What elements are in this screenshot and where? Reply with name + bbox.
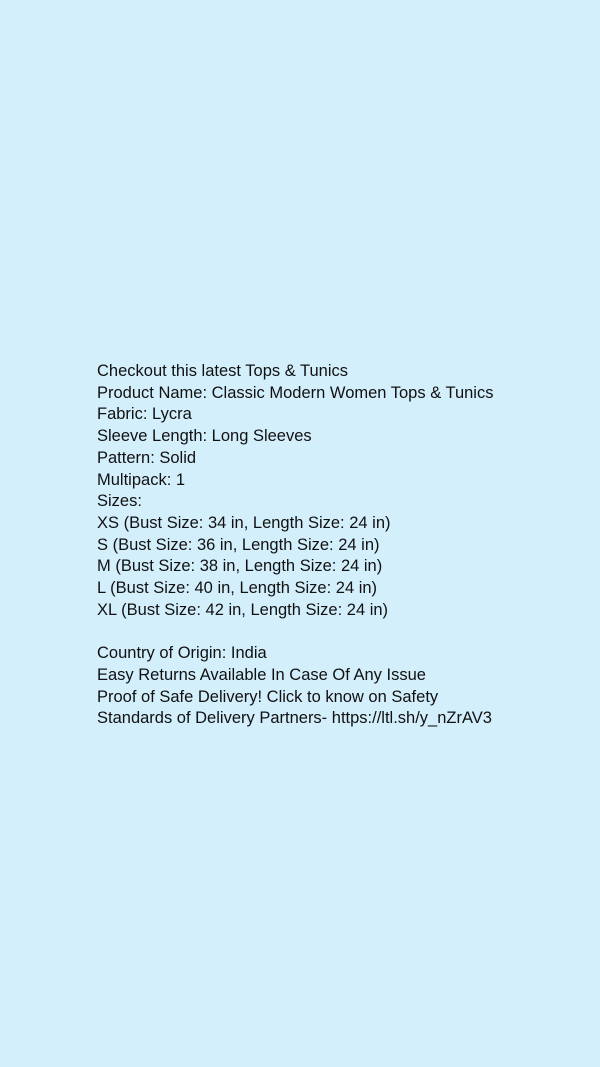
size-l-text: L (Bust Size: 40 in, Length Size: 24 in) bbox=[97, 579, 378, 598]
easy-returns-text: Easy Returns Available In Case Of Any Issue bbox=[97, 665, 426, 684]
sleeve-length-text: Sleeve Length: Long Sleeves bbox=[97, 427, 312, 446]
size-s-text: S (Bust Size: 36 in, Length Size: 24 in) bbox=[97, 535, 380, 554]
headline-text: Checkout this latest Tops & Tunics bbox=[97, 362, 348, 380]
fabric-text: Fabric: Lycra bbox=[97, 405, 192, 424]
size-xl-text: XL (Bust Size: 42 in, Length Size: 24 in) bbox=[97, 600, 389, 619]
product-description bbox=[97, 361, 577, 730]
product-name-text: Product Name: Classic Modern Women Tops & Tunics bbox=[97, 383, 494, 402]
pattern-text: Pattern: Solid bbox=[97, 448, 197, 467]
blank-line-spacer bbox=[97, 621, 577, 643]
size-xs-text: XS (Bust Size: 34 in, Length Size: 24 in) bbox=[97, 513, 391, 532]
delivery-standards-link-text[interactable]: Standards of Delivery Partners- https://ltl.sh/y_nZrAV3 bbox=[97, 709, 492, 728]
size-m-text: M (Bust Size: 38 in, Length Size: 24 in) bbox=[97, 557, 383, 576]
multipack-text: Multipack: 1 bbox=[97, 470, 186, 489]
sizes-heading: Sizes: bbox=[97, 492, 142, 511]
country-of-origin-text: Country of Origin: India bbox=[97, 644, 267, 663]
safe-delivery-text: Proof of Safe Delivery! Click to know on Safety bbox=[97, 687, 439, 706]
